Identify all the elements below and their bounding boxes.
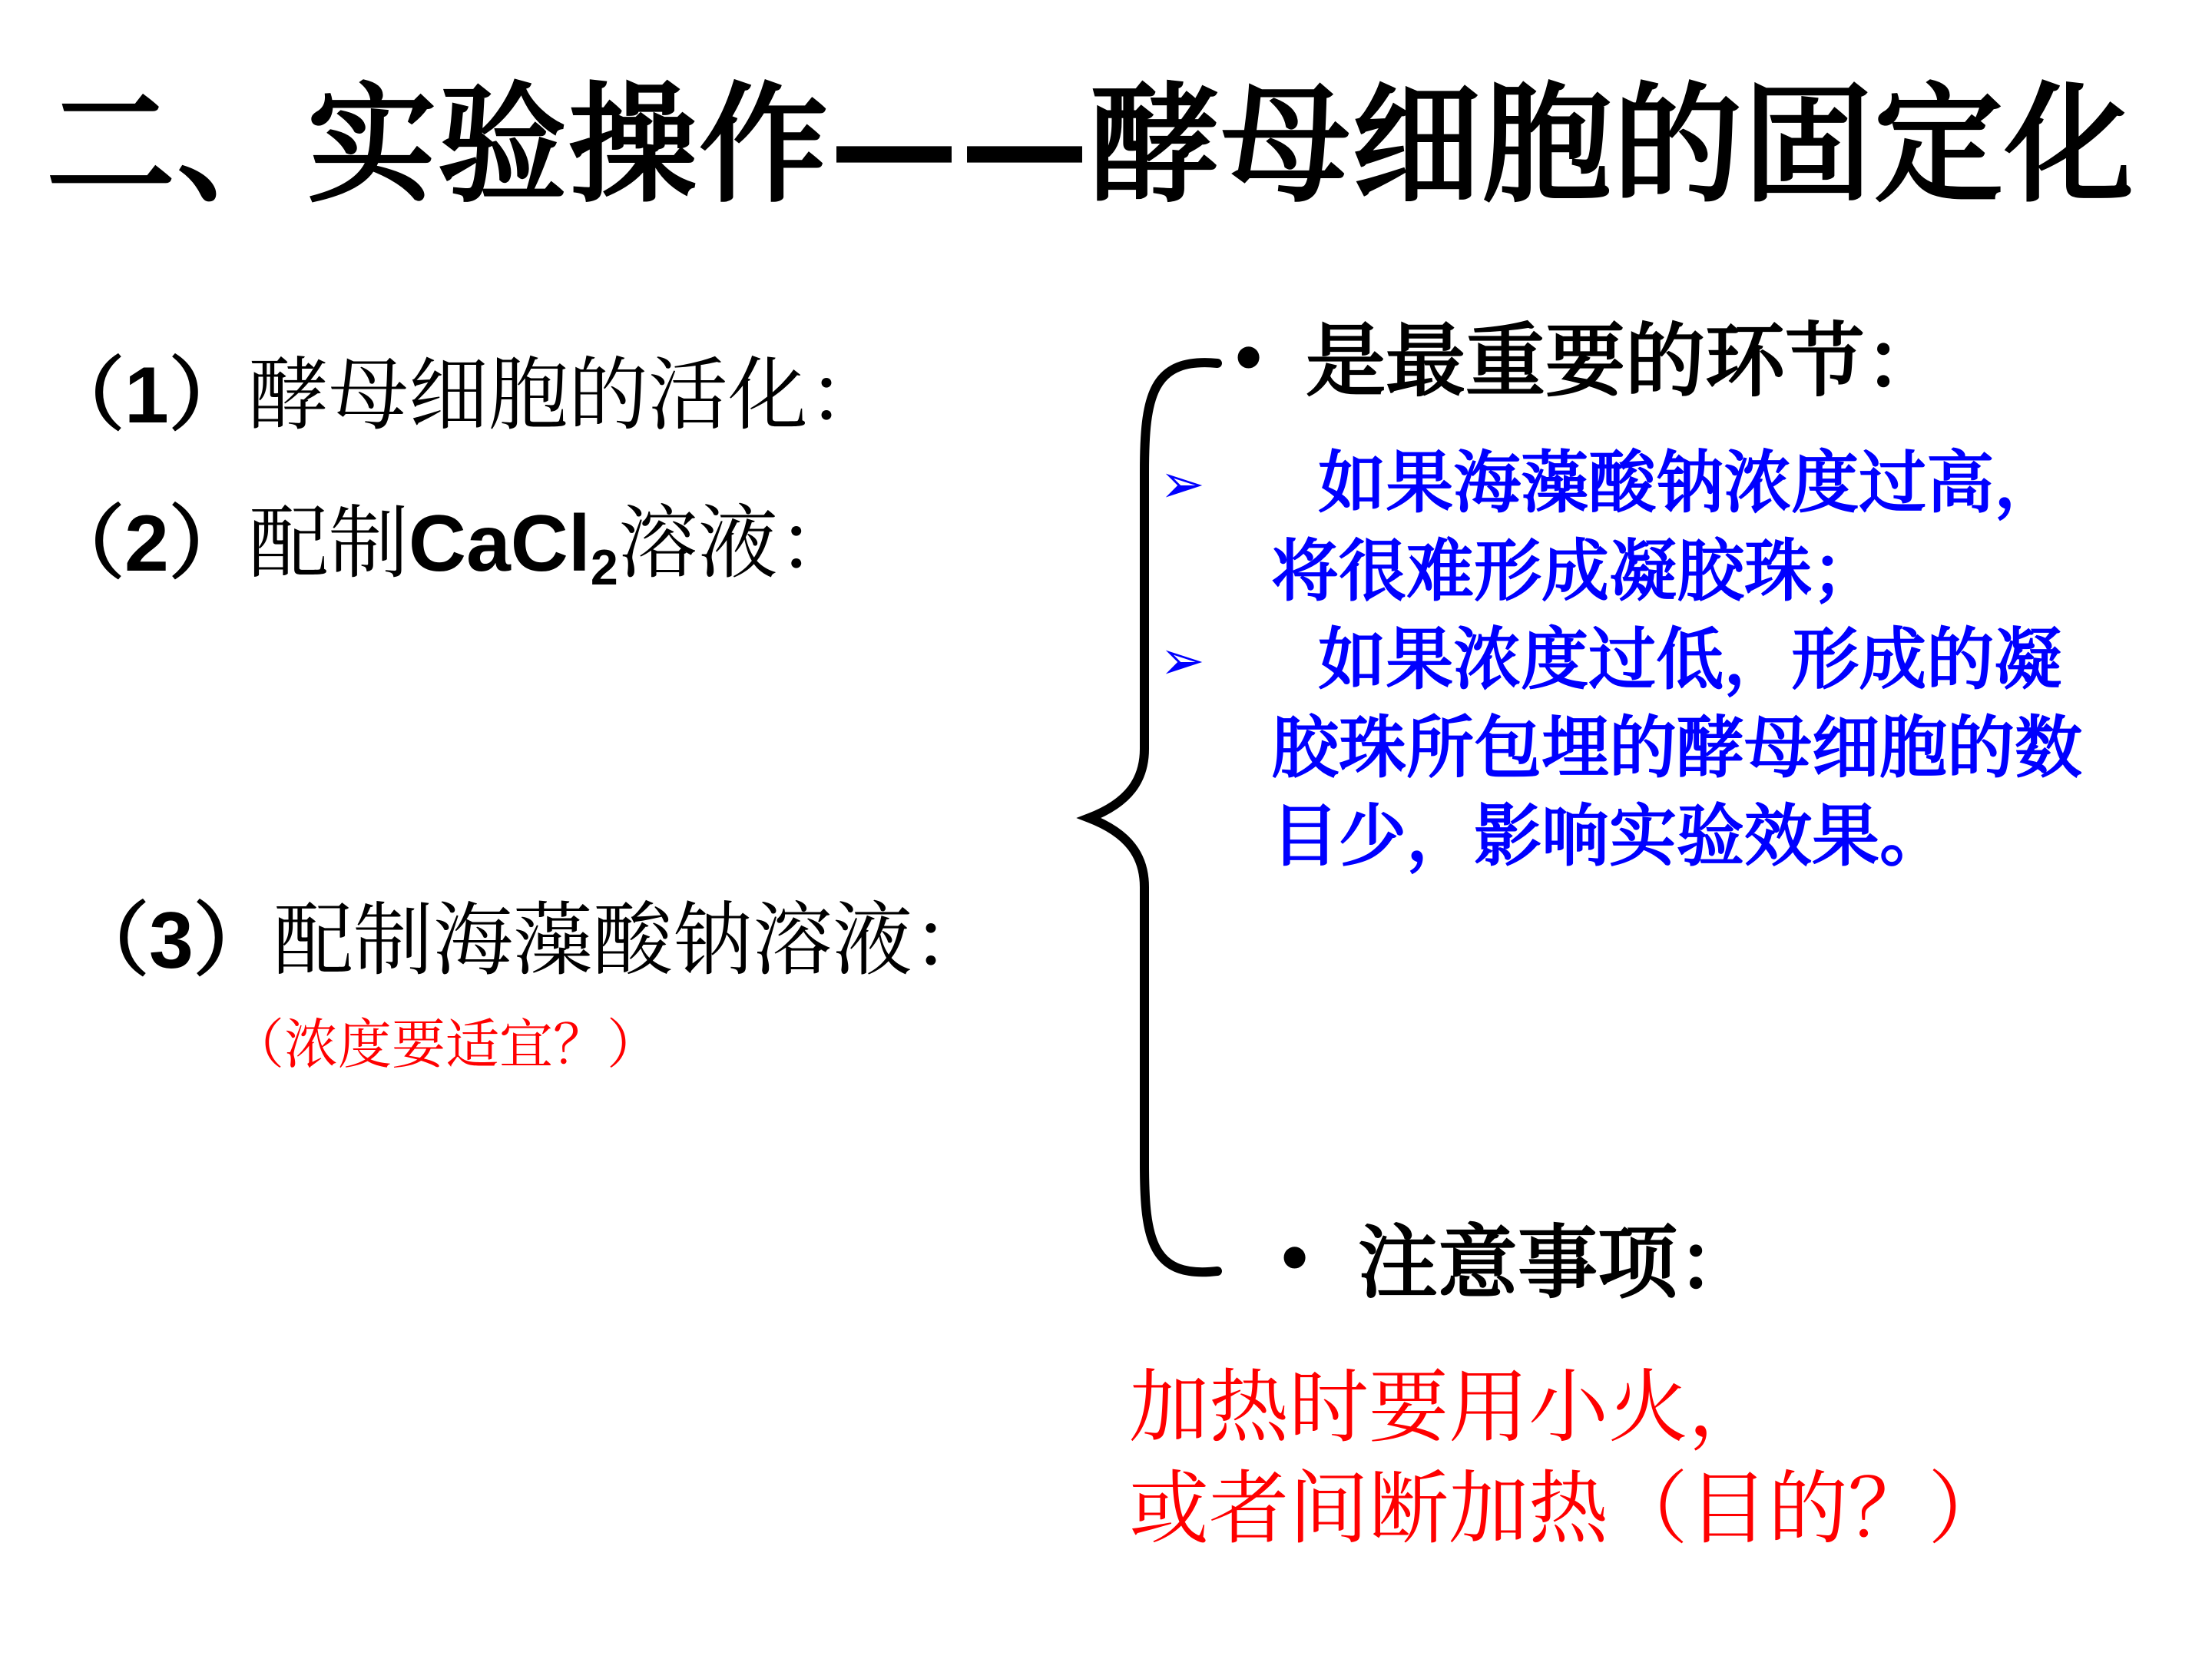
step-2-text-before: 配制	[248, 496, 409, 590]
cacl2-formula	[408, 499, 618, 596]
notes-line-2: 或者间断加热（目的？）	[1129, 1462, 2008, 1555]
arrow-bullet-icon: ➢	[1160, 452, 1205, 515]
formula-main: CaCl	[408, 499, 591, 588]
arrow-bullet-icon: ➢	[1160, 629, 1205, 692]
step-3-number: （3）	[69, 896, 273, 985]
key-point-heading: 是最重要的环节：	[1306, 314, 1945, 408]
bullet-icon: •	[1229, 323, 1269, 395]
step-1	[45, 348, 888, 442]
step-3	[69, 893, 992, 987]
step-2	[45, 496, 858, 596]
point-2-line-1: 如果浓度过低，形成的凝	[1271, 620, 2062, 699]
step-2-number: （2）	[45, 499, 249, 588]
point-2-line-3: 目少，影响实验效果。	[1271, 796, 1948, 876]
step-1-number: （1）	[45, 351, 249, 440]
point-1-line-1: 如果海藻酸钠浓度过高，	[1271, 443, 2062, 522]
notes-heading: 注意事项：	[1358, 1216, 1758, 1310]
step-1-text: 酵母细胞的活化：	[248, 348, 888, 442]
notes-line-1: 加热时要用小火，	[1129, 1360, 1769, 1454]
point-2-line-2: 胶珠所包埋的酵母细胞的数	[1271, 708, 2083, 787]
step-3-hint: （浓度要适宜？）	[230, 1013, 661, 1076]
point-1-line-2: 将很难形成凝胶珠；	[1271, 531, 1880, 611]
formula-subscript: 2	[590, 540, 618, 596]
bullet-icon: •	[1275, 1224, 1315, 1295]
page-title: 二、实验操作——酵母细胞的固定化	[46, 70, 2135, 220]
step-2-text-after: 溶液：	[618, 496, 858, 590]
step-3-text: 配制海藻酸钠溶液：	[273, 893, 992, 987]
